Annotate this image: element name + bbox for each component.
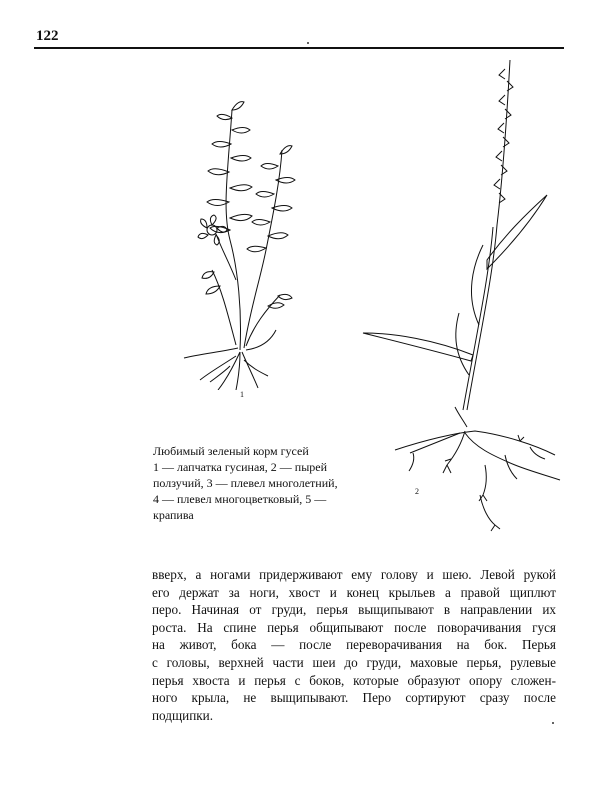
- header-rule: [34, 47, 564, 49]
- caption-line: Любимый зеленый корм гусей: [153, 444, 309, 458]
- body-line: с головы, верхней части шеи до груди, маховые перья, рулевые: [152, 654, 556, 670]
- caption-line: крапива: [153, 508, 194, 522]
- body-line: перо. Начиная от груди, перья выщипывают в направлении их: [152, 602, 556, 618]
- body-line: вверх, а ногами придерживают ему голову и шею. Левой рукой: [152, 567, 556, 582]
- body-line: перья хвоста и перья с боков, которые образуют опору сложен-: [152, 672, 556, 688]
- plant-label-1: 1: [240, 390, 244, 399]
- scan-speck: [307, 42, 309, 44]
- page-number: 122: [36, 28, 59, 44]
- scan-speck: [552, 722, 554, 724]
- plant-label-2: 2: [415, 487, 419, 496]
- body-line: подщипки.: [152, 707, 214, 723]
- couch-grass-illustration: [355, 55, 565, 535]
- body-line: роста. На спине перья общипывают после поворачивания гуся: [152, 619, 556, 635]
- body-line: на живот, бока — после переворачивания на бок. Перья: [152, 637, 556, 653]
- body-line: его держат за ноги, хвост и конец крыльев а правой щиплют: [152, 584, 556, 600]
- caption-line: ползучий, 3 — плевел многолетний,: [153, 476, 338, 490]
- caption-line: 4 — плевел многоцветковый, 5 —: [153, 492, 327, 506]
- figure-caption: [153, 443, 363, 523]
- silverweed-illustration: [170, 90, 330, 390]
- body-line: ного крыла, не выщипывают. Перо сортируют сразу после: [152, 690, 556, 706]
- caption-line: 1 — лапчатка гусиная, 2 — пырей: [153, 460, 328, 474]
- body-paragraph: [152, 566, 556, 724]
